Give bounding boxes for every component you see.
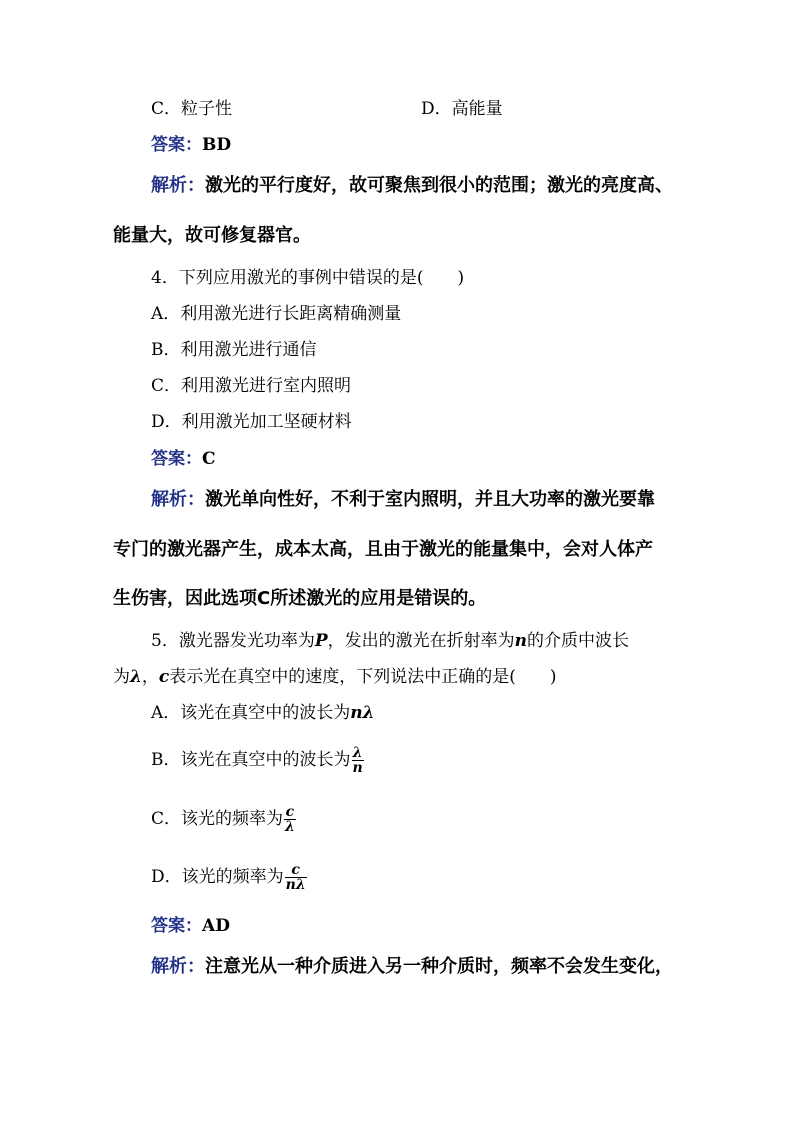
q5-option-d: [151, 859, 307, 895]
q5-stem-line2: [113, 667, 557, 687]
stem-text: 5．激光器发光功率为: [151, 631, 315, 651]
fraction-c-over-lambda: [284, 805, 296, 834]
stem-text: 表示光在真空中的速度，下列说法中正确的是( ): [169, 667, 557, 687]
q4-answer: [151, 449, 216, 469]
var-lambda: λ: [130, 667, 142, 687]
q5-option-b: [151, 742, 364, 778]
q4-option-a: A．利用激光进行长距离精确测量: [151, 304, 402, 324]
option-d-prev: D．高能量: [421, 99, 503, 119]
q4-analysis-line1: [151, 490, 655, 510]
q4-option-c: C．利用激光进行室内照明: [151, 376, 352, 396]
q5-option-c: [151, 801, 296, 837]
option-value: nλ: [350, 703, 375, 723]
fraction-denominator: n: [352, 760, 363, 776]
fraction-lambda-over-n: [352, 746, 364, 775]
answer-label: 答案：: [151, 135, 202, 155]
q5-option-a: [151, 703, 375, 723]
analysis-label: 解析：: [151, 489, 205, 510]
option-text: C．该光的频率为: [151, 809, 284, 829]
q4-stem: 4．下列应用激光的事例中错误的是( ): [151, 268, 465, 288]
q3-answer: [151, 135, 231, 155]
q5-stem-line1: [151, 631, 629, 651]
answer-value: BD: [202, 135, 232, 155]
stem-text: ，: [141, 667, 159, 687]
var-p: P: [314, 631, 328, 651]
var-n: n: [514, 631, 527, 651]
option-text: A．该光在真空中的波长为: [151, 703, 351, 723]
fraction-c-over-nlambda: [285, 863, 307, 892]
answer-label: 答案：: [151, 449, 202, 469]
q5-analysis-line1: [151, 957, 673, 977]
fraction-numerator: c: [285, 804, 295, 820]
q4-analysis-line3: 生伤害，因此选项C所述激光的应用是错误的。: [113, 588, 487, 609]
var-c: c: [158, 667, 170, 687]
fraction-numerator: λ: [352, 745, 363, 761]
analysis-label: 解析：: [151, 956, 205, 977]
answer-label: 答案：: [151, 916, 202, 936]
analysis-text: 激光的平行度好，故可聚焦到很小的范围；激光的亮度高、: [205, 175, 673, 196]
stem-text: 为: [113, 667, 130, 687]
q3-analysis-line2: 能量大，故可修复器官。: [113, 225, 311, 246]
option-c-prev: C．粒子性: [151, 99, 233, 119]
fraction-denominator: λ: [285, 819, 295, 835]
stem-text: ，发出的激光在折射率为: [327, 631, 515, 651]
option-text: D．该光的频率为: [151, 867, 284, 887]
analysis-text: 激光单向性好，不利于室内照明，并且大功率的激光要靠: [205, 489, 655, 510]
q3-analysis-line1: [151, 176, 673, 196]
answer-value: C: [202, 449, 216, 469]
answer-value: AD: [202, 916, 230, 936]
analysis-label: 解析：: [151, 175, 205, 196]
stem-text: 的介质中波长: [527, 631, 629, 651]
fraction-numerator: c: [291, 862, 300, 878]
q4-option-d: D．利用激光加工坚硬材料: [151, 412, 352, 432]
analysis-text: 注意光从一种介质进入另一种介质时，频率不会发生变化，: [205, 956, 673, 977]
q5-answer: [151, 916, 230, 936]
q4-option-b: B．利用激光进行通信: [151, 340, 317, 360]
fraction-denominator: nλ: [285, 877, 306, 893]
q4-analysis-line2: 专门的激光器产生，成本太高，且由于激光的能量集中，会对人体产: [113, 539, 653, 560]
option-text: B．该光在真空中的波长为: [151, 750, 351, 770]
